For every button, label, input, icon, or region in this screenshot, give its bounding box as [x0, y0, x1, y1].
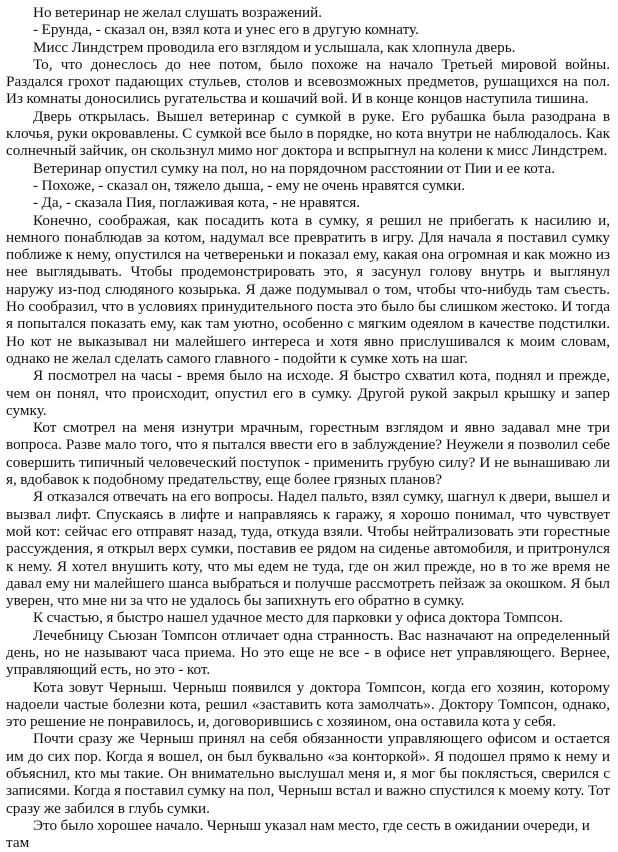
paragraph: Дверь открылась. Вышел ветеринар с сумкой в руке. Его рубашка была разодрана в клочья, руки окровавлены. С сумкой все было в порядке, но кота внутри не наблюдалось. Как солнечный зайчик, он скользнул мимо ног доктора и вспрыгнул на колени к мисс Линдстрем.: [6, 107, 610, 160]
paragraph: Ветеринар опустил сумку на пол, но на порядочном расстоянии от Пии и ее кота.: [33, 159, 556, 177]
paragraph: Почти сразу же Черныш принял на себя обязанности управляющего офисом и остается им до сих пор. Когда я вошел, он был буквально «за конторкой». Я подошел прямо к нему и объяснил, кто мы такие. Он внимательно выслушал меня и, я мог бы поклясться, сверился с записями. Когда я поставил сумку на пол, Черныш встал и важно спустился к моему коту. Тот сразу же забился в глубь сумки.: [6, 730, 610, 817]
paragraph: Я отказался отвечать на его вопросы. Надел пальто, взял сумку, шагнул к двери, вышел и вызвал лифт. Спускаясь в лифте и направляясь к гаражу, я хорошо понимал, что чувствует мой кот: сейчас его отправят назад, туда, откуда взяли. Чтобы нейтрализовать эти горестные рассуждения, я открыл верх сумки, поставив ее рядом на сиденье автомобиля, и притронулся к нему. Я хотел внушить коту, что мы едем не туда, где он жил прежде, но в то же время не давал ему ни малейшего шанса выбраться и получше рассмотреть пейзаж за окошком. Я был уверен, что мне ни за что не удалось бы запихнуть его обратно в сумку.: [6, 488, 610, 610]
paragraph: То, что донеслось до нее потом, было похоже на начало Третьей мировой войны. Раздался грохот падающих стульев, столов и всевозможных предметов, рушащихся на пол. Из комнаты доносились ругательства и кошачий вой. И в конце концов наступила тишина.: [6, 55, 610, 108]
paragraph: Я посмотрел на часы - время было на исходе. Я быстро схватил кота, поднял и прежде, чем он понял, что происходит, опустил его в сумку. Другой рукой закрыл крышку и запер сумку.: [6, 367, 610, 419]
paragraph: Кота зовут Черныш. Черныш появился у доктора Томпсон, когда его хозяин, которому надоели частые болезни кота, решил «заставить кота замолчать». Доктору Томпсон, однако, это решение не понравилось, и, договорившись с хозяином, она оставила кота у себя.: [6, 678, 610, 731]
paragraph: Конечно, соображая, как посадить кота в сумку, я решил не прибегать к насилию и, немного понаблюдав за котом, надумал все превратить в игру. Для начала я поставил сумку поближе к нему, опустился на четвереньки и показал ему, какая она огромная и как можно из нее выглядывать. Чтобы продемонстрировать это, я засунул голову внутрь и выглянул наружу из-под слюдяного козырька. Я даже подумывал о том, чтобы что-нибудь там съесть. Но сообразил, что в условиях принудительного поста это было бы слишком жестоко. И тогда я попытался показать ему, как там уютно, особенно с мягким одеялом в качестве подстилки. Но кот не выказывал ни малейшего интереса и хотя явно прислушивался к моим словам, однако не желал сделать самого главного - подойти к сумке хоть на шаг.: [6, 211, 610, 367]
paragraph: Это было хорошее начало. Черныш указал нам место, где сесть в ожидании очереди, и там: [6, 816, 590, 852]
paragraph: Мисс Линдстрем проводила его взглядом и услышала, как хлопнула дверь.: [33, 38, 516, 56]
paragraph: Но ветеринар не желал слушать возражений.: [33, 4, 323, 21]
paragraph: Лечебницу Сьюзан Томпсон отличает одна странность. Вас назначают на определенный день, но не называют часа приема. Но это еще не все - в офисе нет управляющего. Вернее, управляющий есть, но это - кот.: [6, 626, 610, 679]
paragraph: - Похоже, - сказал он, тяжело дыша, - ему не очень нравятся сумки.: [33, 176, 466, 194]
paragraph: - Ерунда, - сказал он, взял кота и унес его в другую комнату.: [33, 21, 419, 39]
paragraph: Кот смотрел на меня изнутри мрачным, горестным взглядом и явно задавал мне три вопроса. Разве мало того, что я пытался ввести его в заблуждение? Неужели я позволил себе совершить типичный человеческий поступок - применить грубую силу? И не вынашиваю ли я, вдобавок к подобному предательству, еще более грязных планов?: [6, 419, 610, 489]
paragraph: - Да, - сказала Пия, поглаживая кота, - не нравятся.: [33, 194, 361, 212]
paragraph: К счастью, я быстро нашел удачное место для парковки у офиса доктора Томпсон.: [33, 609, 563, 627]
